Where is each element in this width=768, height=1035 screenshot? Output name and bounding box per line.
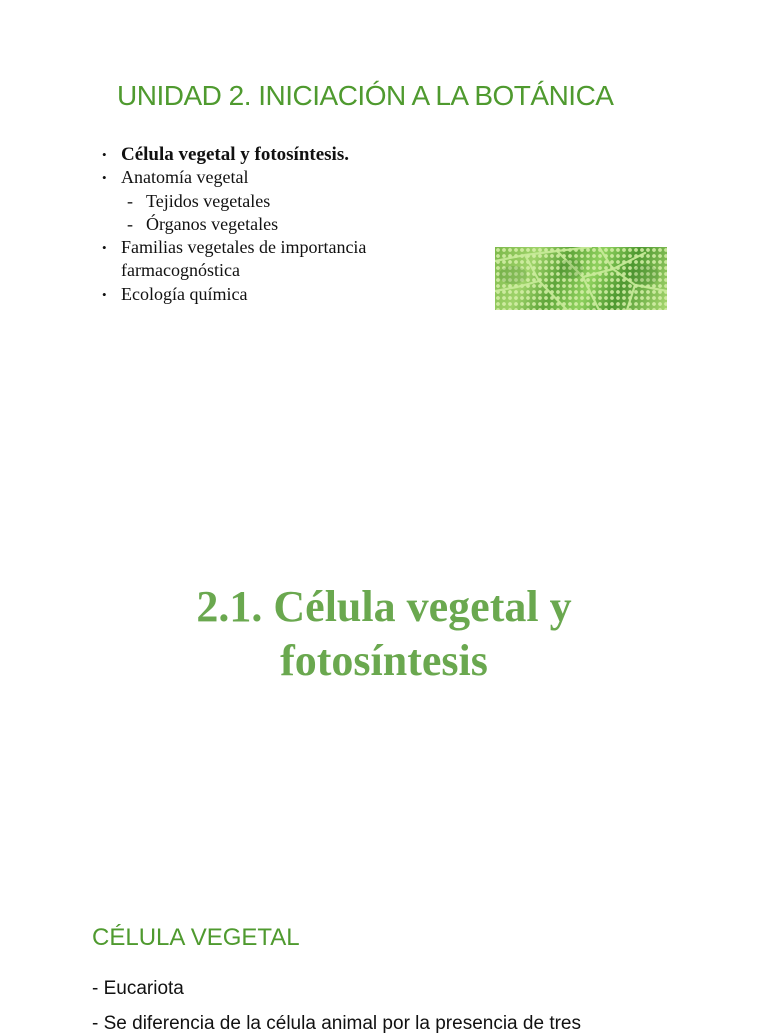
subtopic-label: Órganos vegetales [146, 213, 279, 234]
bullet: • [102, 286, 107, 302]
topic-item [102, 166, 366, 189]
subtopic-label: Tejidos vegetales [146, 190, 271, 211]
subtopic-item [102, 213, 366, 236]
topic-label: Ecología química [121, 283, 248, 304]
cell-walls-drawing [495, 247, 667, 310]
topic-label-line1: Familias vegetales de importancia [121, 237, 367, 258]
body-text-line: - Eucariota [92, 978, 184, 999]
topic-list [102, 143, 366, 306]
unit-title: UNIDAD 2. INICIACIÓN A LA BOTÁNICA [117, 80, 614, 111]
body-text-line: - Se diferencia de la célula animal por la presencia de tres [92, 1013, 581, 1034]
cell-heading: CÉLULA VEGETAL [92, 924, 300, 951]
topic-label: Anatomía vegetal [121, 167, 249, 188]
section-title-line2: fotosíntesis [280, 636, 488, 685]
section-title-line1: 2.1. Célula vegetal y [196, 582, 572, 631]
bullet: • [102, 240, 107, 256]
dash: - [127, 213, 133, 234]
plant-cells-image [495, 247, 667, 310]
bullet: • [102, 147, 107, 162]
topic-label [121, 236, 366, 283]
dash: - [127, 190, 133, 211]
bullet: • [102, 170, 107, 186]
topic-item [102, 236, 366, 283]
topic-item [102, 283, 366, 306]
section-title [0, 580, 768, 688]
topic-label-line2: farmacognóstica [121, 260, 240, 281]
topic-item [102, 143, 366, 166]
topic-label: Célula vegetal y fotosíntesis. [121, 144, 349, 165]
subtopic-item [102, 190, 366, 213]
